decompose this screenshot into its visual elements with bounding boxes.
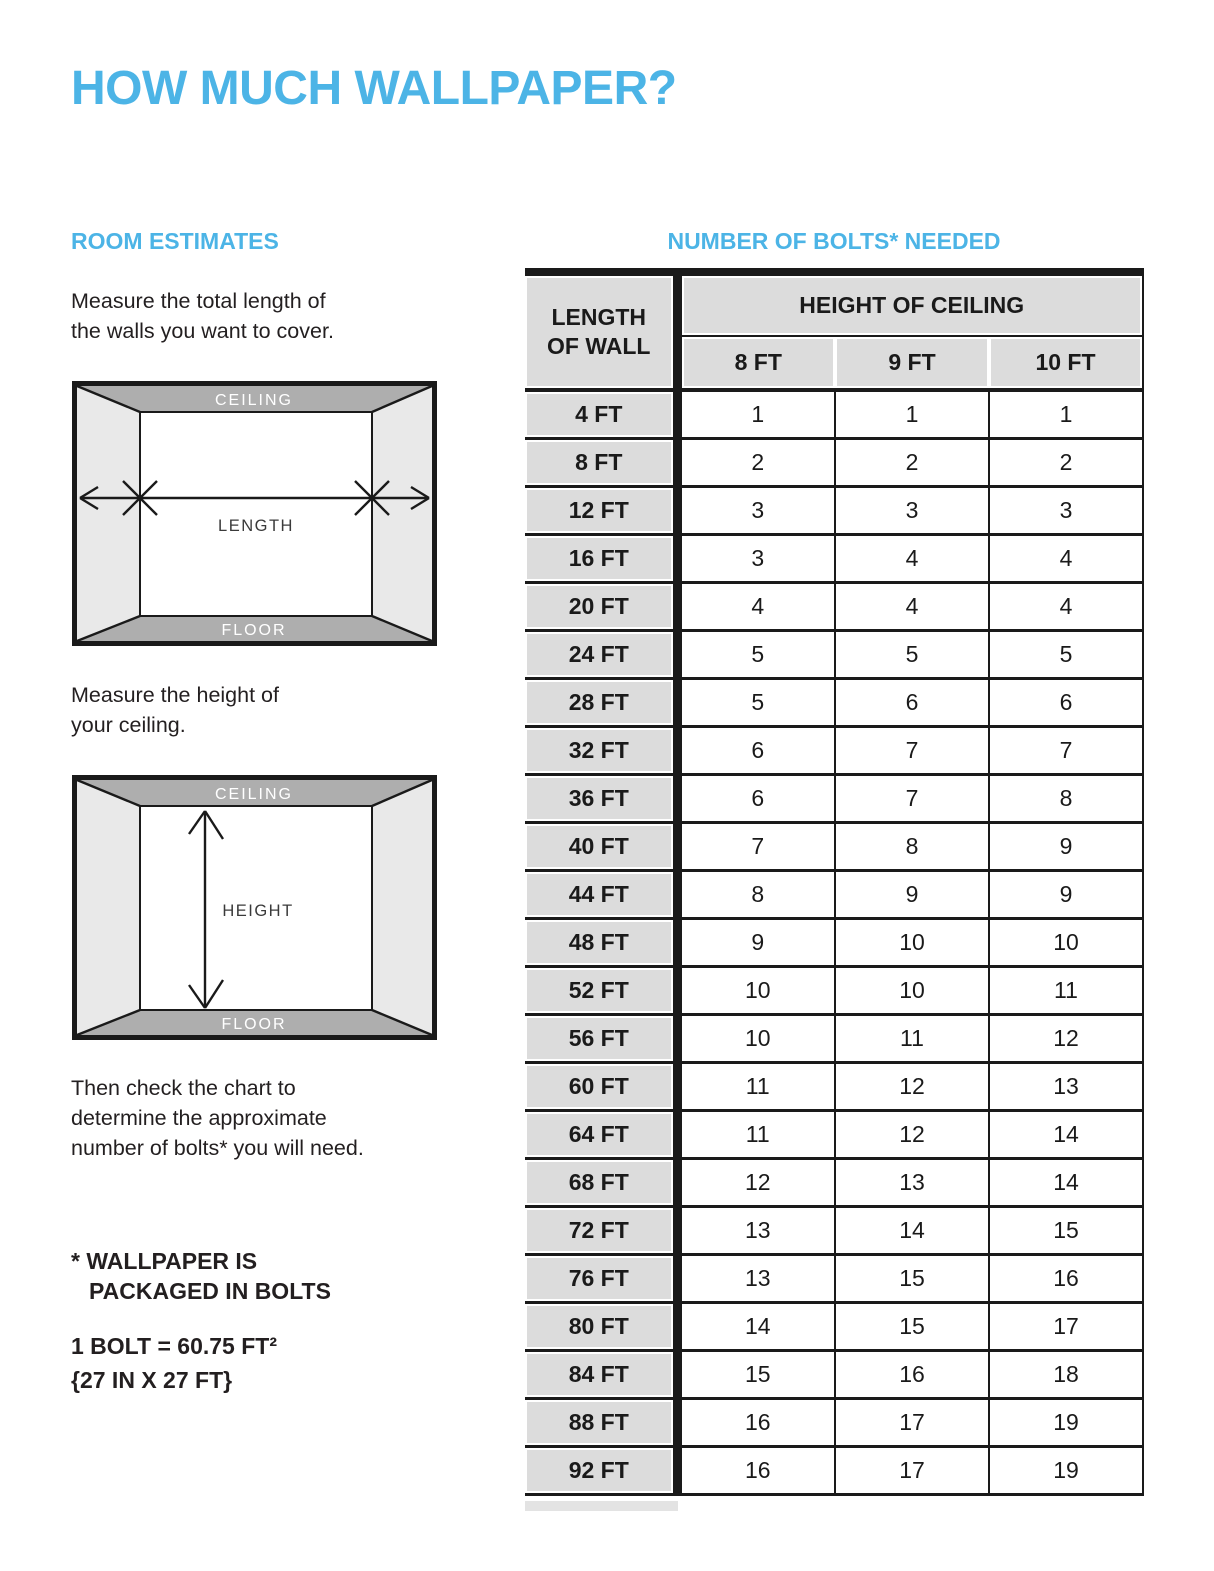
row-header-wall-length: 64 FT: [525, 1110, 677, 1158]
cell-bolts-10ft: 3: [989, 486, 1143, 534]
cell-bolts-8ft: 13: [677, 1206, 835, 1254]
row-header-wall-length: 8 FT: [525, 438, 677, 486]
cell-bolts-9ft: 15: [835, 1302, 989, 1350]
table-row: [525, 1062, 1143, 1110]
table-row: [525, 1398, 1143, 1446]
row-header-wall-length: 40 FT: [525, 822, 677, 870]
table-row: [525, 678, 1143, 726]
cell-bolts-9ft: 10: [835, 966, 989, 1014]
left-wall-face: [76, 779, 140, 1036]
table-row: [525, 1206, 1143, 1254]
cell-bolts-8ft: 5: [677, 678, 835, 726]
cell-bolts-10ft: 6: [989, 678, 1143, 726]
instruction-line: Measure the height of: [71, 683, 279, 707]
bolts-needed-heading: NUMBER OF BOLTS* NEEDED: [667, 228, 1001, 254]
cell-bolts-8ft: 3: [677, 486, 835, 534]
cell-bolts-10ft: 5: [989, 630, 1143, 678]
row-header-wall-length: 72 FT: [525, 1206, 677, 1254]
cell-bolts-9ft: 12: [835, 1062, 989, 1110]
cell-bolts-9ft: 17: [835, 1398, 989, 1446]
cell-bolts-10ft: 8: [989, 774, 1143, 822]
cell-bolts-10ft: 4: [989, 582, 1143, 630]
cell-bolts-8ft: 6: [677, 726, 835, 774]
cell-bolts-9ft: 9: [835, 870, 989, 918]
bolts-table-container: [525, 268, 1144, 1496]
column-header-length-of-wall: [525, 272, 677, 390]
table-row: [525, 1350, 1143, 1398]
cell-bolts-10ft: 13: [989, 1062, 1143, 1110]
cell-bolts-8ft: 9: [677, 918, 835, 966]
bolt-spec: [71, 1329, 277, 1397]
back-wall-face: [140, 412, 372, 616]
cell-bolts-9ft: 7: [835, 726, 989, 774]
table-row: [525, 774, 1143, 822]
cell-bolts-8ft: 14: [677, 1302, 835, 1350]
cell-bolts-9ft: 8: [835, 822, 989, 870]
cell-bolts-10ft: 15: [989, 1206, 1143, 1254]
table-row: [525, 1014, 1143, 1062]
table-row: [525, 486, 1143, 534]
table-row: [525, 870, 1143, 918]
instruction-measure-height: [71, 680, 279, 740]
row-header-wall-length: 76 FT: [525, 1254, 677, 1302]
cell-bolts-10ft: 9: [989, 822, 1143, 870]
row-header-wall-length: 80 FT: [525, 1302, 677, 1350]
cell-bolts-10ft: 12: [989, 1014, 1143, 1062]
bolt-spec-line: 1 BOLT = 60.75 FT²: [71, 1333, 277, 1359]
instruction-line: number of bolts* you will need.: [71, 1136, 364, 1160]
room-length-diagram: [72, 381, 437, 646]
length-of-wall-line: OF WALL: [547, 333, 651, 359]
table-row: [525, 1302, 1143, 1350]
left-wall-face: [76, 385, 140, 642]
cell-bolts-10ft: 19: [989, 1446, 1143, 1494]
row-header-wall-length: 84 FT: [525, 1350, 677, 1398]
row-header-wall-length: 52 FT: [525, 966, 677, 1014]
table-row: [525, 534, 1143, 582]
row-header-wall-length: 28 FT: [525, 678, 677, 726]
column-header-8ft: 8 FT: [677, 336, 835, 390]
cell-bolts-9ft: 5: [835, 630, 989, 678]
cell-bolts-10ft: 14: [989, 1158, 1143, 1206]
instruction-line: Measure the total length of: [71, 289, 326, 313]
cell-bolts-9ft: 3: [835, 486, 989, 534]
length-label: LENGTH: [218, 517, 294, 535]
page-title: HOW MUCH WALLPAPER?: [71, 62, 677, 115]
table-row: [525, 438, 1143, 486]
cell-bolts-8ft: 16: [677, 1446, 835, 1494]
cell-bolts-10ft: 9: [989, 870, 1143, 918]
table-row: [525, 1158, 1143, 1206]
cell-bolts-8ft: 16: [677, 1398, 835, 1446]
row-header-wall-length: 36 FT: [525, 774, 677, 822]
right-wall-face: [372, 779, 433, 1036]
cell-bolts-10ft: 14: [989, 1110, 1143, 1158]
room-height-diagram: [72, 775, 437, 1040]
cell-bolts-10ft: 2: [989, 438, 1143, 486]
cell-bolts-9ft: 2: [835, 438, 989, 486]
column-header-10ft: 10 FT: [989, 336, 1143, 390]
column-group-header-height-of-ceiling: HEIGHT OF CEILING: [677, 272, 1143, 336]
ceiling-label: CEILING: [214, 392, 294, 409]
cell-bolts-9ft: 14: [835, 1206, 989, 1254]
instruction-line: Then check the chart to: [71, 1076, 296, 1100]
cell-bolts-10ft: 11: [989, 966, 1143, 1014]
cell-bolts-8ft: 12: [677, 1158, 835, 1206]
row-header-wall-length: 56 FT: [525, 1014, 677, 1062]
cell-bolts-8ft: 10: [677, 966, 835, 1014]
column-header-9ft: 9 FT: [835, 336, 989, 390]
cell-bolts-9ft: 15: [835, 1254, 989, 1302]
cell-bolts-8ft: 13: [677, 1254, 835, 1302]
row-header-wall-length: 92 FT: [525, 1446, 677, 1494]
floor-label: FLOOR: [221, 622, 287, 639]
cell-bolts-9ft: 11: [835, 1014, 989, 1062]
cell-bolts-9ft: 4: [835, 582, 989, 630]
cell-bolts-8ft: 5: [677, 630, 835, 678]
bolt-spec-line: {27 IN X 27 FT}: [71, 1367, 233, 1393]
right-wall-face: [372, 385, 433, 642]
row-header-wall-length: 44 FT: [525, 870, 677, 918]
row-header-wall-length: 32 FT: [525, 726, 677, 774]
cell-bolts-10ft: 19: [989, 1398, 1143, 1446]
bolts-footnote: [71, 1246, 331, 1306]
footnote-line: PACKAGED IN BOLTS: [89, 1278, 331, 1304]
row-header-wall-length: 88 FT: [525, 1398, 677, 1446]
bolts-table: [525, 268, 1144, 1496]
cell-bolts-10ft: 1: [989, 390, 1143, 438]
table-row: [525, 630, 1143, 678]
table-row: [525, 918, 1143, 966]
cell-bolts-9ft: 12: [835, 1110, 989, 1158]
cell-bolts-8ft: 6: [677, 774, 835, 822]
cell-bolts-10ft: 10: [989, 918, 1143, 966]
cell-bolts-8ft: 11: [677, 1062, 835, 1110]
row-header-wall-length: 68 FT: [525, 1158, 677, 1206]
row-header-wall-length: 16 FT: [525, 534, 677, 582]
row-header-wall-length: 24 FT: [525, 630, 677, 678]
length-of-wall-line: LENGTH: [551, 304, 647, 330]
cell-bolts-10ft: 7: [989, 726, 1143, 774]
cell-bolts-8ft: 11: [677, 1110, 835, 1158]
cell-bolts-9ft: 4: [835, 534, 989, 582]
table-row: [525, 822, 1143, 870]
cell-bolts-8ft: 7: [677, 822, 835, 870]
cell-bolts-8ft: 2: [677, 438, 835, 486]
instruction-line: your ceiling.: [71, 713, 186, 737]
instruction-line: the walls you want to cover.: [71, 319, 334, 343]
cell-bolts-8ft: 1: [677, 390, 835, 438]
cell-bolts-8ft: 8: [677, 870, 835, 918]
table-row: [525, 726, 1143, 774]
row-header-wall-length: 12 FT: [525, 486, 677, 534]
row-header-wall-length: 20 FT: [525, 582, 677, 630]
table-row: [525, 1110, 1143, 1158]
table-row: [525, 1254, 1143, 1302]
cell-bolts-10ft: 18: [989, 1350, 1143, 1398]
instruction-line: determine the approximate: [71, 1106, 327, 1130]
instruction-check-chart: [71, 1073, 364, 1163]
table-row: [525, 1446, 1143, 1494]
room-estimates-heading: ROOM ESTIMATES: [71, 228, 279, 254]
cell-bolts-10ft: 17: [989, 1302, 1143, 1350]
row-header-wall-length: 48 FT: [525, 918, 677, 966]
cell-bolts-10ft: 16: [989, 1254, 1143, 1302]
cell-bolts-9ft: 6: [835, 678, 989, 726]
cell-bolts-8ft: 15: [677, 1350, 835, 1398]
cell-bolts-9ft: 10: [835, 918, 989, 966]
height-label: HEIGHT: [222, 902, 294, 920]
cell-bolts-8ft: 4: [677, 582, 835, 630]
row-header-wall-length: 60 FT: [525, 1062, 677, 1110]
table-row: [525, 390, 1143, 438]
bolts-table-body: [525, 390, 1143, 1494]
floor-label: FLOOR: [221, 1016, 287, 1033]
ceiling-label: CEILING: [214, 786, 294, 803]
table-footer-strip: [525, 1501, 678, 1511]
instruction-measure-length: [71, 286, 334, 346]
cell-bolts-8ft: 3: [677, 534, 835, 582]
cell-bolts-9ft: 1: [835, 390, 989, 438]
table-row: [525, 966, 1143, 1014]
table-row: [525, 582, 1143, 630]
cell-bolts-9ft: 17: [835, 1446, 989, 1494]
cell-bolts-9ft: 16: [835, 1350, 989, 1398]
footnote-line: * WALLPAPER IS: [71, 1248, 258, 1274]
row-header-wall-length: 4 FT: [525, 390, 677, 438]
cell-bolts-9ft: 13: [835, 1158, 989, 1206]
cell-bolts-8ft: 10: [677, 1014, 835, 1062]
cell-bolts-9ft: 7: [835, 774, 989, 822]
cell-bolts-10ft: 4: [989, 534, 1143, 582]
